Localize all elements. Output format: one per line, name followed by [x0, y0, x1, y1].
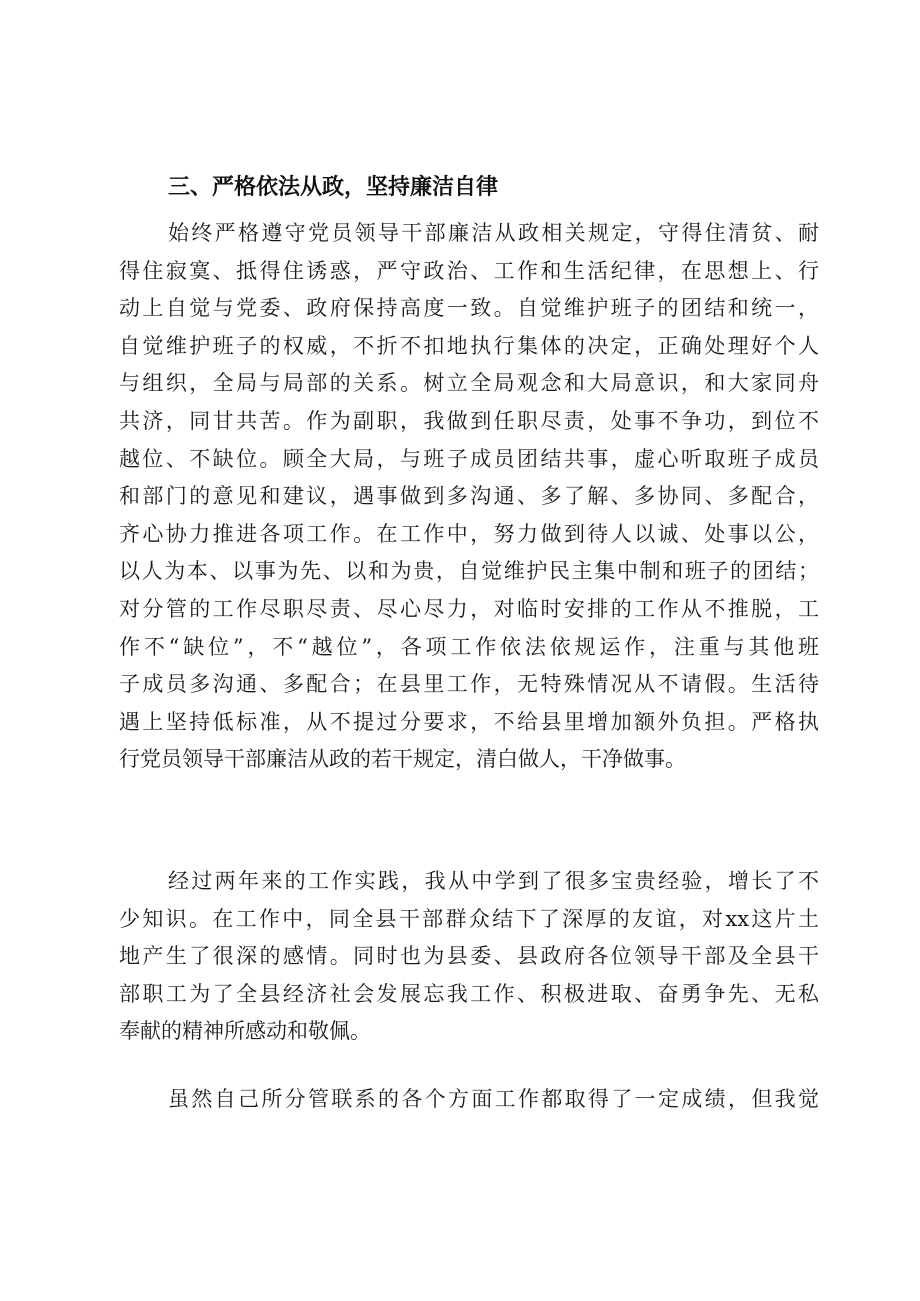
paragraph-line: 动上自觉与党委、政府保持高度一致。自觉维护班子的团结和统一，: [119, 296, 819, 321]
paragraph-line: 子成员多沟通、多配合；在县里工作，无特殊情况从不请假。生活待: [119, 672, 819, 697]
paragraph-line: 遇上坚持低标准，从不提过分要求，不给县里增加额外负担。严格执: [119, 709, 819, 734]
paragraph-line: 与组织，全局与局部的关系。树立全局观念和大局意识，和大家同舟: [119, 371, 819, 396]
paragraph-line: 以人为本、以事为先、以和为贵，自觉维护民主集中制和班子的团结；: [119, 559, 819, 584]
paragraph-line: 行党员领导干部廉洁从政的若干规定，清白做人，干净做事。: [119, 747, 686, 772]
paragraph-line: 得住寂寞、抵得住诱惑，严守政治、工作和生活纪律，在思想上、行: [119, 258, 819, 283]
paragraph-line: 虽然自己所分管联系的各个方面工作都取得了一定成绩，但我觉: [168, 1087, 819, 1111]
paragraph-integrity: [119, 215, 819, 779]
paragraph-line: 自觉维护班子的权威，不折不扣地执行集体的决定，正确处理好个人: [119, 333, 819, 358]
paragraph-line: 经过两年来的工作实践，我从中学到了很多宝贵经验，增长了不: [168, 869, 819, 893]
paragraph-shortcomings: [119, 1081, 819, 1119]
paragraph-line: 部职工为了全县经济社会发展忘我工作、积极进取、奋勇争先、无私: [119, 981, 819, 1006]
paragraph-line: 越位、不缺位。顾全大局，与班子成员团结共事，虚心听取班子成员: [119, 446, 819, 471]
paragraph-line: 共济，同甘共苦。作为副职，我做到任职尽责，处事不争功，到位不: [119, 408, 819, 433]
paragraph-line: 对分管的工作尽职尽责、尽心尽力，对临时安排的工作从不推脱，工: [119, 596, 819, 621]
paragraph-line: 少知识。在工作中，同全县干部群众结下了深厚的友谊，对xx这片土: [119, 906, 819, 931]
paragraph-line: 地产生了很深的感情。同时也为县委、县政府各位领导干部及全县干: [119, 944, 819, 969]
paragraph-line: 始终严格遵守党员领导干部廉洁从政相关规定，守得住清贫、耐: [168, 221, 819, 245]
paragraph-line: 作不“缺位”，不“越位”，各项工作依法依规运作，注重与其他班: [119, 634, 819, 659]
paragraph-line: 奉献的精神所感动和敬佩。: [119, 1019, 371, 1044]
paragraph-line: 和部门的意见和建议，遇事做到多沟通、多了解、多协同、多配合，: [119, 484, 819, 509]
section-heading: 三、严格依法从政，坚持廉洁自律: [168, 175, 499, 200]
paragraph-line: 齐心协力推进各项工作。在工作中，努力做到待人以诚、处事以公，: [119, 521, 819, 546]
paragraph-experience: [119, 863, 819, 1051]
